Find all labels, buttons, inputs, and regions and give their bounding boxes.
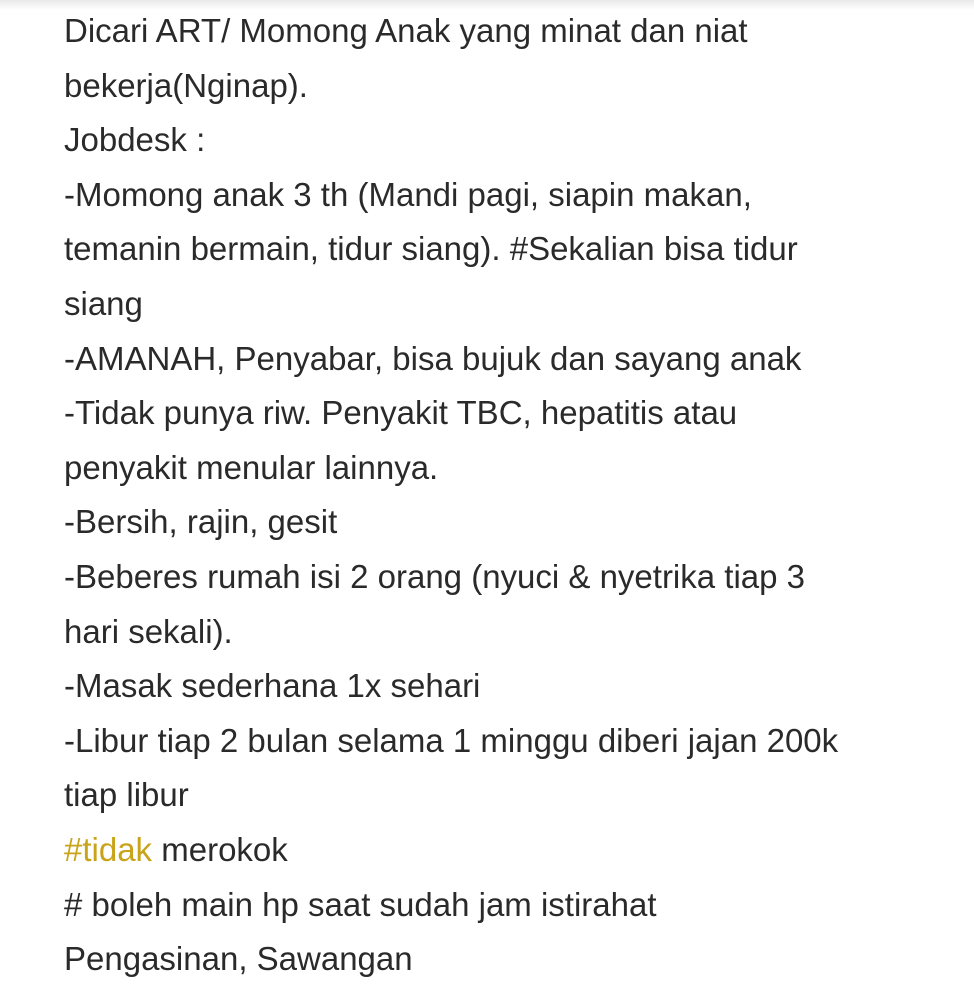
note-line: temanin bermain, tidur siang). #Sekalian bisa tidur <box>64 230 798 268</box>
note-line: Pengasinan, Sawangan <box>64 940 413 978</box>
note-body[interactable] <box>64 0 964 987</box>
note-line: -Tidak punya riw. Penyakit TBC, hepatitis atau <box>64 394 738 432</box>
note-line: -Libur tiap 2 bulan selama 1 minggu diberi jajan 200k <box>64 721 839 759</box>
note-line: -AMANAH, Penyabar, bisa bujuk dan sayang anak <box>64 339 802 377</box>
note-line: hari sekali). <box>64 612 233 650</box>
hashtag-line <box>64 823 964 878</box>
note-line: penyakit menular lainnya. <box>64 448 439 486</box>
hashtag-line-text: merokok <box>152 830 288 868</box>
note-line: -Beberes rumah isi 2 orang (nyuci & nyetrika tiap 3 <box>64 557 806 595</box>
note-line: -Bersih, rajin, gesit <box>64 503 338 541</box>
note-line: # boleh main hp saat sudah jam istirahat <box>64 885 657 923</box>
hashtag-link[interactable]: #tidak <box>64 830 153 868</box>
note-line: bekerja(Nginap). <box>64 66 308 104</box>
note-line: Jobdesk : <box>64 121 206 159</box>
note-line: siang <box>64 284 143 322</box>
note-line: Dicari ART/ Momong Anak yang minat dan niat <box>64 12 748 49</box>
note-line: -Momong anak 3 th (Mandi pagi, siapin makan, <box>64 175 752 213</box>
note-line: -Masak sederhana 1x sehari <box>64 667 481 705</box>
note-line: tiap libur <box>64 776 189 814</box>
